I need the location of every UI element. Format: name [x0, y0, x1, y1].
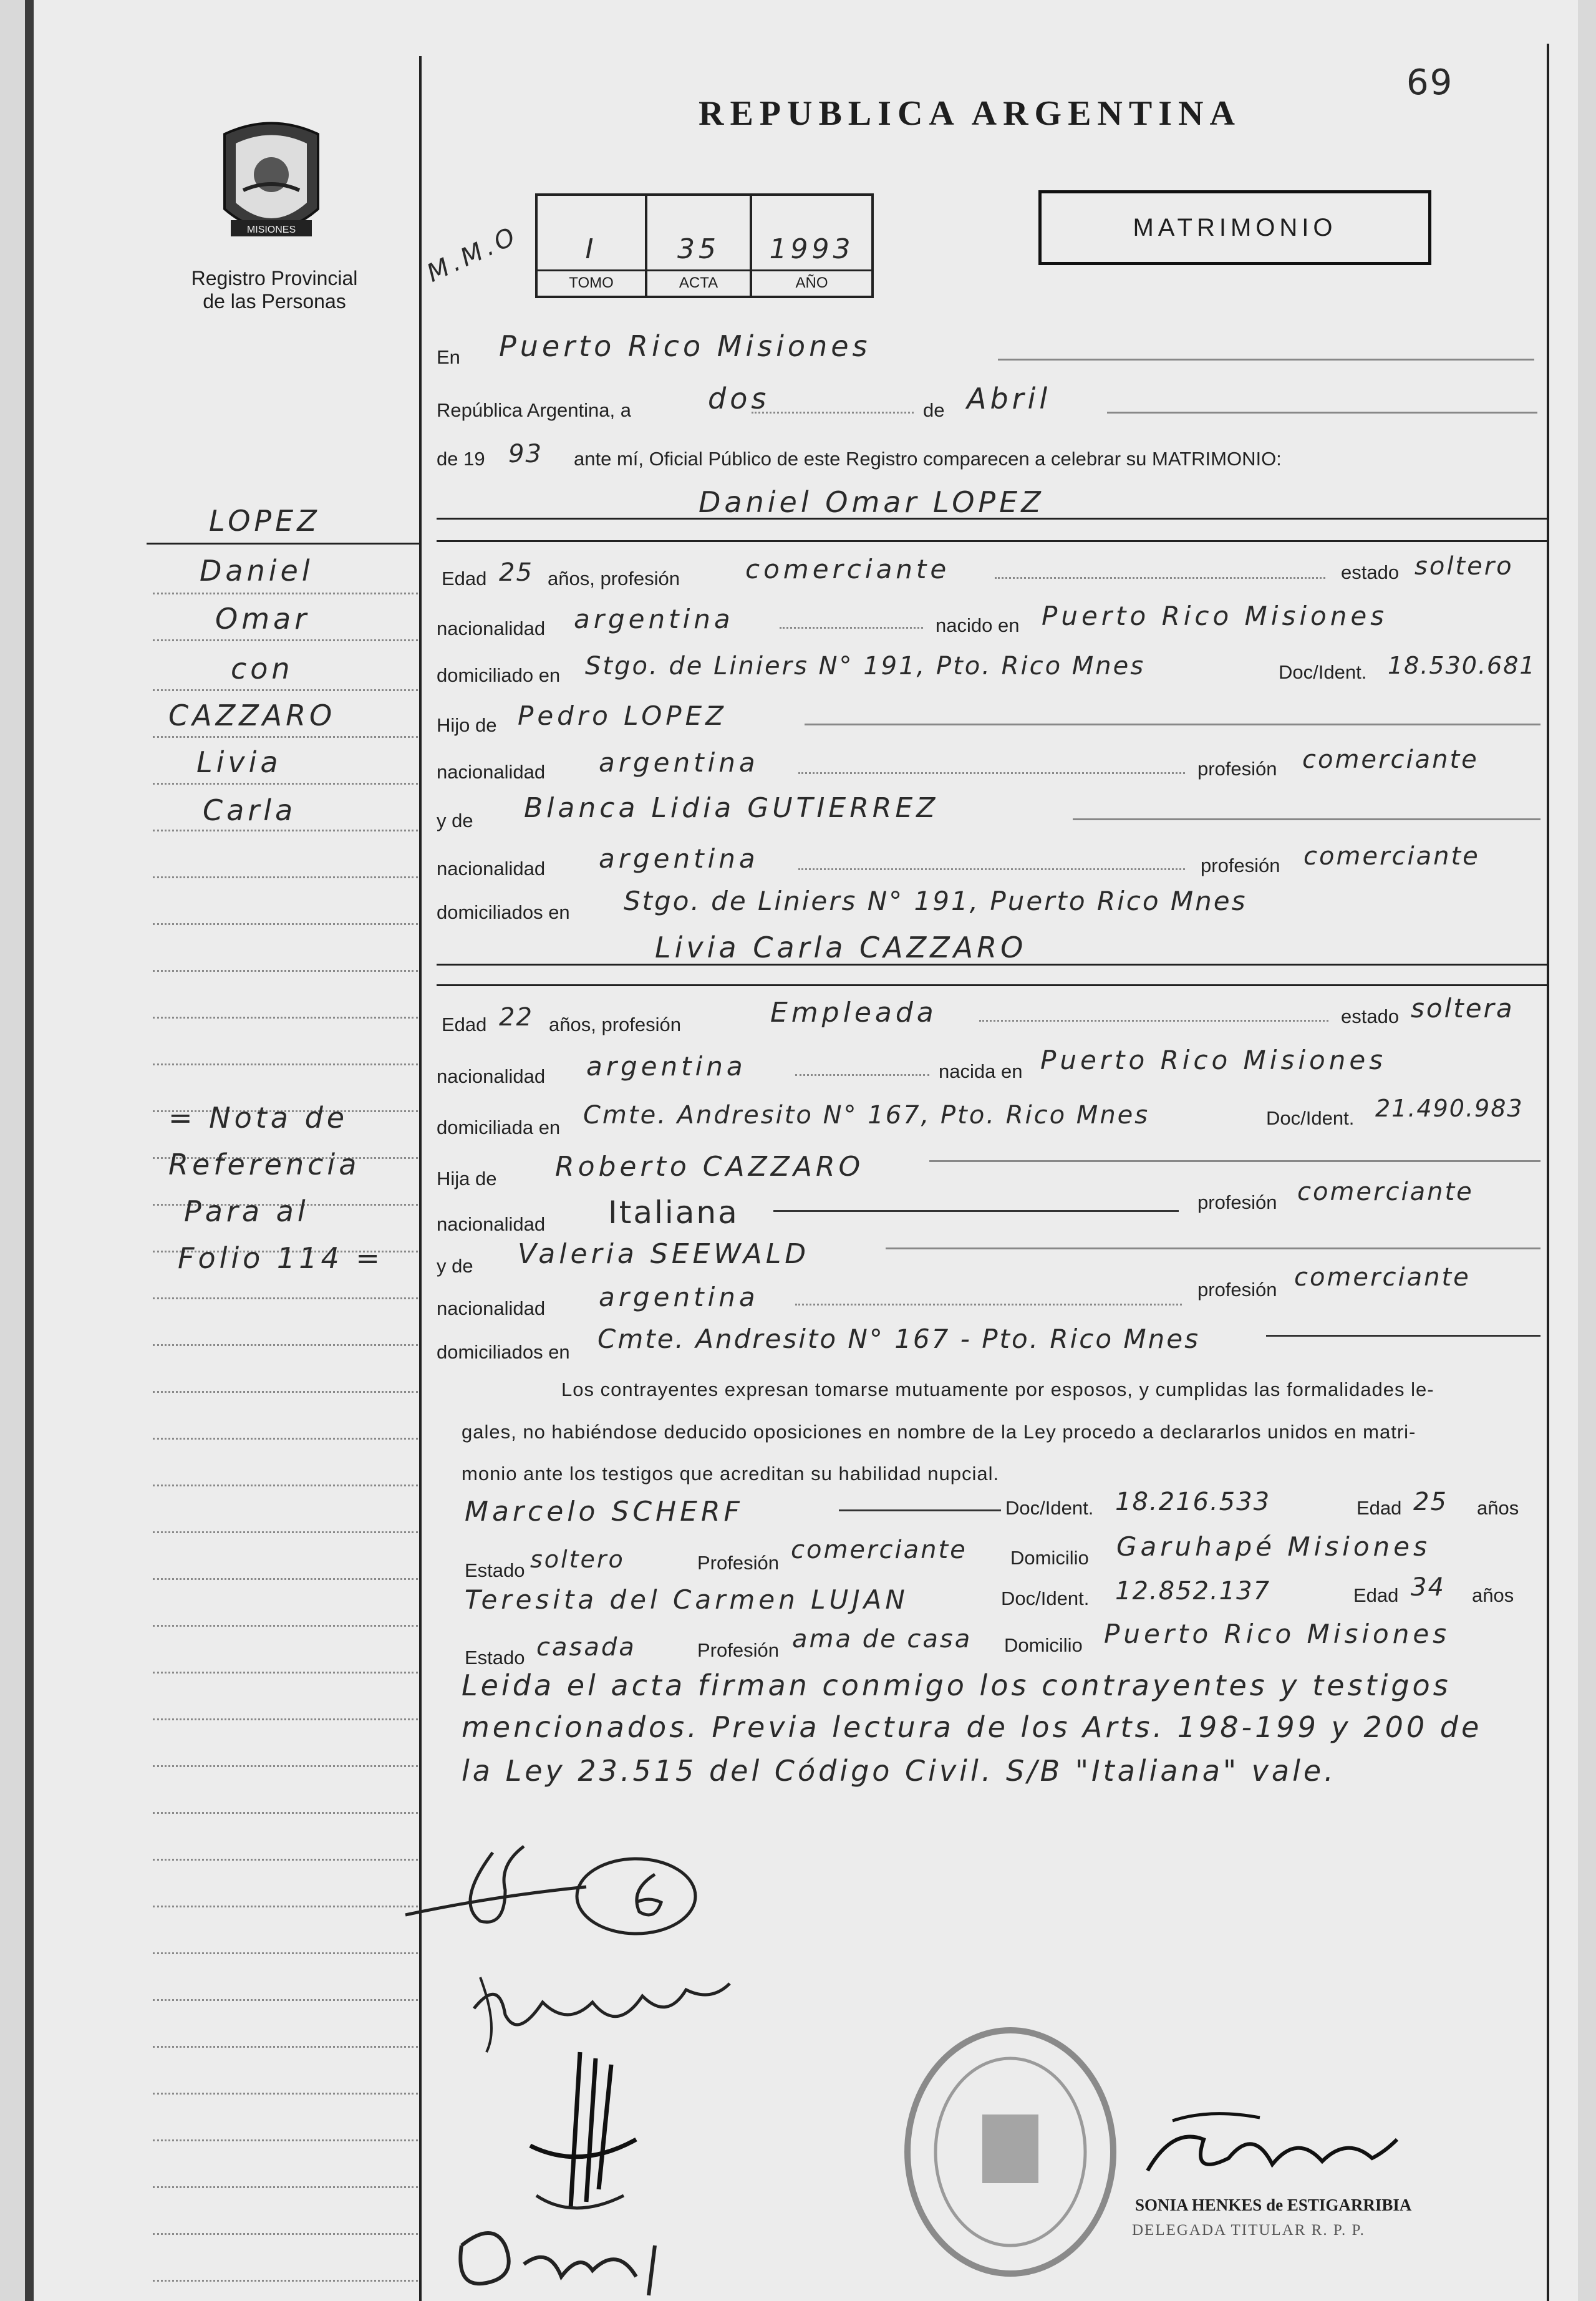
- margin-name-4: Carla: [203, 793, 297, 827]
- witness1-name: Marcelo SCHERF: [465, 1496, 743, 1528]
- groom-doc-label: Doc/Ident.: [1279, 661, 1367, 683]
- tomo-label: TOMO: [569, 274, 614, 291]
- bride-father-nat: Italiana: [608, 1194, 739, 1231]
- witness1-estado-label: Estado: [465, 1559, 525, 1581]
- officer-name: SONIA HENKES de ESTIGARRIBIA: [1135, 2196, 1412, 2214]
- bride-mother-prof-label: profesión: [1197, 1279, 1277, 1301]
- groom-parents-dom-label: domiciliados en: [437, 901, 570, 923]
- margin-surname-groom: LOPEZ: [209, 504, 321, 538]
- groom-nac-label: nacionalidad: [437, 618, 546, 639]
- witness2-dom: Puerto Rico Misiones: [1104, 1619, 1451, 1649]
- month-value: Abril: [967, 382, 1052, 415]
- bride-address: Cmte. Andresito N° 167, Pto. Rico Mnes: [583, 1101, 1150, 1130]
- groom-nationality: argentina: [574, 604, 734, 634]
- document-type: MATRIMONIO: [1038, 190, 1431, 265]
- witness2-name: Teresita del Carmen LUJAN: [465, 1584, 909, 1615]
- bride-nac-label: nacionalidad: [437, 1065, 546, 1087]
- groom-father-nat: argentina: [599, 747, 759, 778]
- bride-mother-prof: comerciante: [1294, 1263, 1471, 1292]
- margin-con: con: [231, 652, 294, 685]
- place-value: Puerto Rico Misiones: [499, 329, 871, 363]
- margin-name-1: Daniel: [200, 554, 314, 588]
- declaration-line2: gales, no habiéndose deducido oposiciones en nombre de la Ley procedo a declararlos unidos en matri-: [462, 1421, 1416, 1443]
- page-number: 69: [1406, 62, 1454, 103]
- groom-anos-label: años, profesión: [548, 568, 680, 589]
- witness2-anos-label: años: [1472, 1584, 1514, 1606]
- groom-father: Pedro LOPEZ: [518, 700, 727, 731]
- groom-doc: 18.530.681: [1388, 652, 1536, 679]
- groom-address: Stgo. de Liniers N° 191, Pto. Rico Mnes: [585, 652, 1146, 681]
- bride-father-label: Hija de: [437, 1168, 497, 1189]
- bride-anos-label: años, profesión: [549, 1014, 681, 1035]
- registry-line2: de las Personas: [203, 290, 346, 312]
- bride-father: Roberto CAZZARO: [555, 1151, 864, 1183]
- bride-full-name: Livia Carla CAZZARO: [655, 931, 1027, 964]
- bride-estado: soltera: [1411, 993, 1514, 1024]
- registry-name: [175, 267, 374, 313]
- witness2-estado: casada: [536, 1633, 636, 1662]
- bride-father-prof: comerciante: [1297, 1178, 1474, 1206]
- groom-born-label: nacido en: [936, 614, 1020, 636]
- en-label: En: [437, 346, 460, 368]
- witness1-dom: Garuhapé Misiones: [1116, 1531, 1431, 1562]
- officer-signature: [1135, 2102, 1403, 2196]
- groom-mother: Blanca Lidia GUTIERREZ: [524, 792, 939, 824]
- witness1-prof-label: Profesión: [697, 1552, 779, 1574]
- bride-father-nat-label: nacionalidad: [437, 1213, 546, 1235]
- country-title: REPUBLICA ARGENTINA: [699, 94, 1241, 133]
- witness1-doc: 18.216.533: [1115, 1488, 1271, 1516]
- intro-text: ante mí, Oficial Público de este Registro comparecen a celebrar su MATRIMONIO:: [574, 448, 1282, 470]
- anio-label: AÑO: [795, 274, 828, 291]
- witness1-age: 25: [1413, 1488, 1448, 1516]
- groom-mother-nat: argentina: [599, 843, 759, 874]
- bride-dom-label: domiciliada en: [437, 1117, 561, 1138]
- bride-parents-dom-label: domiciliados en: [437, 1341, 570, 1363]
- witness1-anos-label: años: [1477, 1497, 1519, 1519]
- margin-note-2: Referencia: [168, 1148, 360, 1181]
- acta-label: ACTA: [679, 274, 718, 291]
- closing-line2: mencionados. Previa lectura de los Arts. 198-199 y 200 de: [462, 1710, 1482, 1744]
- bride-birthplace: Puerto Rico Misiones: [1040, 1045, 1387, 1075]
- groom-mother-prof: comerciante: [1303, 842, 1480, 871]
- anio-value: 1993: [769, 233, 854, 265]
- witness2-doc: 12.852.137: [1115, 1577, 1271, 1606]
- witness1-dom-label: Domicilio: [1010, 1547, 1089, 1569]
- bride-edad-label: Edad: [442, 1014, 487, 1035]
- groom-father-nat-label: nacionalidad: [437, 761, 546, 783]
- bride-parents-address: Cmte. Andresito N° 167 - Pto. Rico Mnes: [597, 1324, 1200, 1354]
- bride-mother-label: y de: [437, 1255, 473, 1277]
- certificate-page: [25, 0, 1578, 2301]
- groom-birthplace: Puerto Rico Misiones: [1042, 601, 1388, 631]
- registry-line1: Registro Provincial: [191, 267, 358, 289]
- witness2-dom-label: Domicilio: [1004, 1634, 1083, 1656]
- margin-note-3: Para al: [184, 1194, 309, 1228]
- witness2-prof: ama de casa: [792, 1625, 972, 1654]
- bride-nationality: argentina: [586, 1051, 747, 1082]
- witness2-doc-label: Doc/Ident.: [1001, 1587, 1090, 1609]
- witness1-edad-label: Edad: [1357, 1497, 1402, 1519]
- witness2-age: 34: [1411, 1573, 1445, 1602]
- signature-3: [511, 2046, 649, 2221]
- bride-mother-nat: argentina: [599, 1282, 759, 1312]
- groom-mother-nat-label: nacionalidad: [437, 858, 546, 879]
- seal-label: MISIONES: [246, 225, 296, 235]
- witness1-estado: soltero: [530, 1546, 625, 1573]
- bride-mother: Valeria SEEWALD: [518, 1238, 810, 1270]
- margin-surname-bride: CAZZARO: [168, 699, 336, 732]
- acta-value: 35: [677, 233, 720, 265]
- officer-title: DELEGADA TITULAR R. P. P.: [1132, 2222, 1365, 2239]
- groom-profession: comerciante: [745, 554, 950, 584]
- de-label: de: [923, 399, 945, 421]
- closing-line3: la Ley 23.515 del Código Civil. S/B "Italiana" vale.: [462, 1754, 1337, 1788]
- bride-mother-nat-label: nacionalidad: [437, 1297, 546, 1319]
- closing-line1: Leida el acta firman conmigo los contrayentes y testigos: [462, 1669, 1451, 1702]
- republica-label: República Argentina, a: [437, 399, 631, 421]
- bride-estado-label: estado: [1341, 1005, 1400, 1027]
- tomo-table: [535, 193, 874, 298]
- year-suffix: 93: [508, 440, 543, 468]
- bride-doc: 21.490.983: [1375, 1095, 1524, 1122]
- margin-name-3: Livia: [196, 745, 282, 779]
- record-code: M.M.O: [422, 221, 523, 288]
- margin-rule: [419, 56, 422, 2301]
- signature-1: [399, 1828, 748, 1952]
- declaration-line1: Los contrayentes expresan tomarse mutuamente por esposos, y cumplidas las formalidades le-: [561, 1378, 1434, 1400]
- groom-mother-label: y de: [437, 810, 473, 831]
- official-stamp-icon: [898, 2021, 1123, 2283]
- groom-edad-label: Edad: [442, 568, 487, 589]
- right-rule: [1547, 44, 1549, 2301]
- margin-note-1: = Nota de: [168, 1101, 349, 1135]
- tomo-value: I: [585, 233, 597, 265]
- groom-father-prof-label: profesión: [1197, 758, 1277, 780]
- groom-parents-address: Stgo. de Liniers N° 191, Puerto Rico Mnes: [624, 886, 1247, 916]
- signature-2: [462, 1965, 748, 2058]
- year-prefix: de 19: [437, 448, 485, 470]
- bride-profession: Empleada: [770, 997, 937, 1029]
- margin-note-4: Folio 114 =: [178, 1241, 384, 1275]
- witness2-estado-label: Estado: [465, 1647, 525, 1669]
- witness1-prof: comerciante: [791, 1536, 967, 1564]
- groom-father-prof: comerciante: [1302, 745, 1479, 774]
- witness2-edad-label: Edad: [1353, 1584, 1399, 1606]
- groom-father-label: Hijo de: [437, 714, 497, 736]
- bride-father-prof-label: profesión: [1197, 1191, 1277, 1213]
- bride-doc-label: Doc/Ident.: [1266, 1107, 1355, 1129]
- signature-4: [449, 2208, 699, 2301]
- declaration-line3: monio ante los testigos que acreditan su habilidad nupcial.: [462, 1463, 1000, 1485]
- bride-age: 22: [499, 1003, 533, 1032]
- binding-edge: [25, 0, 34, 2301]
- groom-dom-label: domiciliado en: [437, 664, 561, 686]
- province-seal-icon: [212, 115, 331, 246]
- groom-full-name: Daniel Omar LOPEZ: [699, 485, 1045, 519]
- witness2-prof-label: Profesión: [697, 1639, 779, 1661]
- groom-mother-prof-label: profesión: [1201, 855, 1280, 876]
- margin-name-2: Omar: [215, 602, 311, 636]
- day-value: dos: [708, 382, 770, 415]
- groom-age: 25: [499, 558, 533, 587]
- groom-estado: soltero: [1415, 552, 1514, 581]
- groom-estado-label: estado: [1341, 561, 1400, 583]
- bride-born-label: nacida en: [939, 1060, 1023, 1082]
- witness1-doc-label: Doc/Ident.: [1005, 1497, 1094, 1519]
